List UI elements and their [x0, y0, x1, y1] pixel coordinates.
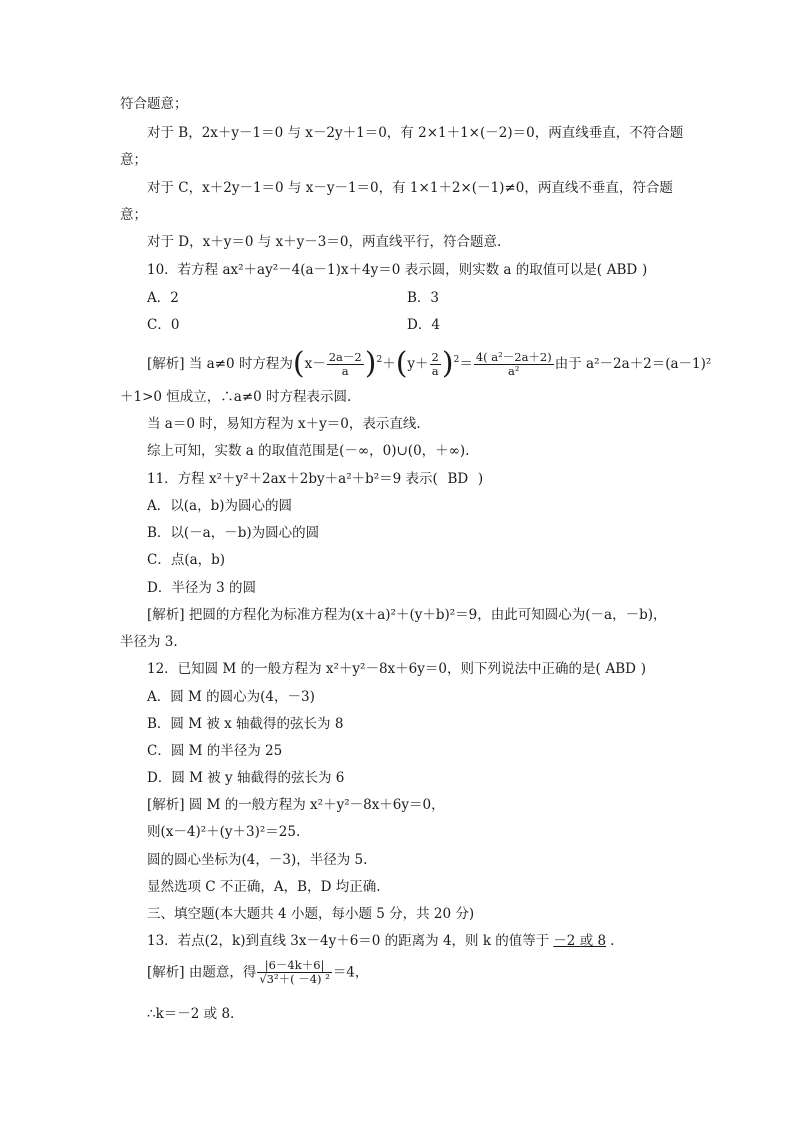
- text-line: 半径为 3.: [120, 634, 178, 650]
- punctuation: .: [610, 933, 615, 949]
- math: x－: [304, 356, 326, 372]
- analysis-text: 把圆的方程化为标准方程为(x＋a)²＋(y＋b)²＝9，由此可知圆心为(－a，－b)，: [188, 607, 667, 623]
- option-b: B．以(－a，－b)为圆心的圆: [147, 525, 320, 541]
- math: y＋: [407, 356, 429, 372]
- analysis-13: [147, 955, 368, 990]
- question-text: 10．若方程 ax²＋ay²－4(a－1)x＋4y＝0 表示圆，则实数 a 的取值可以是(: [147, 262, 602, 278]
- option-a: A．2: [147, 290, 179, 306]
- analysis-text: 圆 M 的一般方程为 x²＋y²－8x＋6y＝0，: [188, 797, 445, 813]
- text-line: 圆的圆心坐标为(4，－3)，半径为 5.: [147, 852, 368, 868]
- paren-close: ): [477, 471, 484, 487]
- fraction: $\frac{2a-2}{a}$: [328, 349, 362, 378]
- option-d: D．4: [407, 317, 440, 333]
- option-c: C．圆 M 的半径为 25: [147, 743, 283, 759]
- text-line: ＋1>0 恒成立，∴a≠0 时方程表示圆.: [120, 389, 352, 405]
- question-10-stem: [147, 262, 647, 278]
- option-a: A．以(a，b)为圆心的圆: [147, 498, 292, 514]
- option-b: B．圆 M 被 x 轴截得的弦长为 8: [147, 716, 344, 732]
- fraction: $\frac{\text{4( a²－2a＋2)}}{\text{a²}}$: [475, 349, 552, 378]
- option-d: D．半径为 3 的圆: [147, 580, 256, 596]
- text-line: ∴k＝－2 或 8.: [147, 1006, 235, 1022]
- paren: ): [364, 346, 377, 381]
- analysis-text: 由题意，得: [188, 964, 257, 981]
- text-line: 当 a＝0 时，易知方程为 x＋y＝0，表示直线.: [147, 416, 421, 432]
- option-c: C．点(a，b): [147, 552, 226, 568]
- section-heading: 三、填空题(本大题共 4 小题，每小题 5 分，共 20 分): [147, 906, 475, 922]
- answer-blank: －2 或 8: [553, 933, 607, 949]
- option-d: D．圆 M 被 y 轴截得的弦长为 6: [147, 770, 345, 786]
- option-c: C．0: [147, 317, 180, 333]
- paren: (: [292, 346, 305, 381]
- paren: (: [395, 346, 408, 381]
- paren-close: ): [640, 661, 646, 677]
- text-line: 则(x－4)²＋(y＋3)²＝25.: [147, 824, 301, 840]
- question-11-stem: [147, 471, 483, 487]
- analysis-label: [解析]: [147, 356, 185, 372]
- paren-close: ): [642, 262, 648, 278]
- text-line: 意；: [120, 152, 147, 168]
- analysis-12: [147, 797, 445, 813]
- analysis-label: [解析]: [147, 797, 185, 813]
- option-a: A．圆 M 的圆心为(4，－3): [147, 689, 315, 705]
- answer: ABD: [605, 661, 636, 677]
- analysis-label: [解析]: [147, 607, 185, 623]
- question-text: 13．若点(2，k)到直线 3x－4y＋6＝0 的距离为 4，则 k 的值等于: [147, 933, 550, 949]
- answer: ABD: [606, 262, 638, 278]
- analysis-10: [解析] 当 a≠0 时方程为(x－ $\frac{2a-2}{a}$ )$^2$＋(y＋ $\frac{2}{a}$ )$^2$＝ $\frac{\text{4( a²－2a＋2)}}{\text{a²}}$ 由于 a²－2a＋2＝(a－1)²: [147, 346, 712, 381]
- analysis-text: ＝4，: [332, 964, 369, 981]
- text-line: 对于 D，x＋y＝0 与 x＋y－3＝0，两直线平行，符合题意.: [147, 234, 502, 250]
- question-13-stem: [147, 933, 614, 949]
- text-line: 对于 B，2x＋y－1＝0 与 x－2y＋1＝0，有 2×1＋1×(－2)＝0，两直线垂直，不符合题: [147, 125, 684, 141]
- analysis-label: [解析]: [147, 964, 185, 981]
- option-b: B．3: [407, 290, 440, 306]
- text-line: 综上可知，实数 a 的取值范围是(－∞，0)∪(0，＋∞).: [147, 443, 470, 459]
- analysis-text: 由于 a²－2a＋2＝(a－1)²: [554, 356, 712, 372]
- fraction: $\frac{2}{a}$: [431, 349, 439, 378]
- answer: BD: [447, 471, 469, 487]
- text-line: 符合题意；: [120, 96, 188, 112]
- text-line: 意；: [120, 207, 147, 223]
- fraction: $\frac{|6-4k+6|}{\text{√3²＋( －4) ²}}$: [259, 958, 330, 986]
- question-text: 12．已知圆 M 的一般方程为 x²＋y²－8x＋6y＝0，则下列说法中正确的是(: [147, 661, 601, 677]
- text-line: 对于 C，x＋2y－1＝0 与 x－y－1＝0，有 1×1＋2×(－1)≠0，两直线不垂直，符合题: [147, 180, 673, 196]
- paren: ): [441, 346, 454, 381]
- analysis-11: [147, 607, 666, 623]
- analysis-text: 当 a≠0 时方程为: [188, 356, 293, 372]
- question-12-stem: [147, 661, 646, 677]
- question-text: 11．方程 x²＋y²＋2ax＋2by＋a²＋b²＝9 表示(: [147, 471, 438, 487]
- text-line: 显然选项 C 不正确，A，B，D 均正确.: [147, 879, 381, 895]
